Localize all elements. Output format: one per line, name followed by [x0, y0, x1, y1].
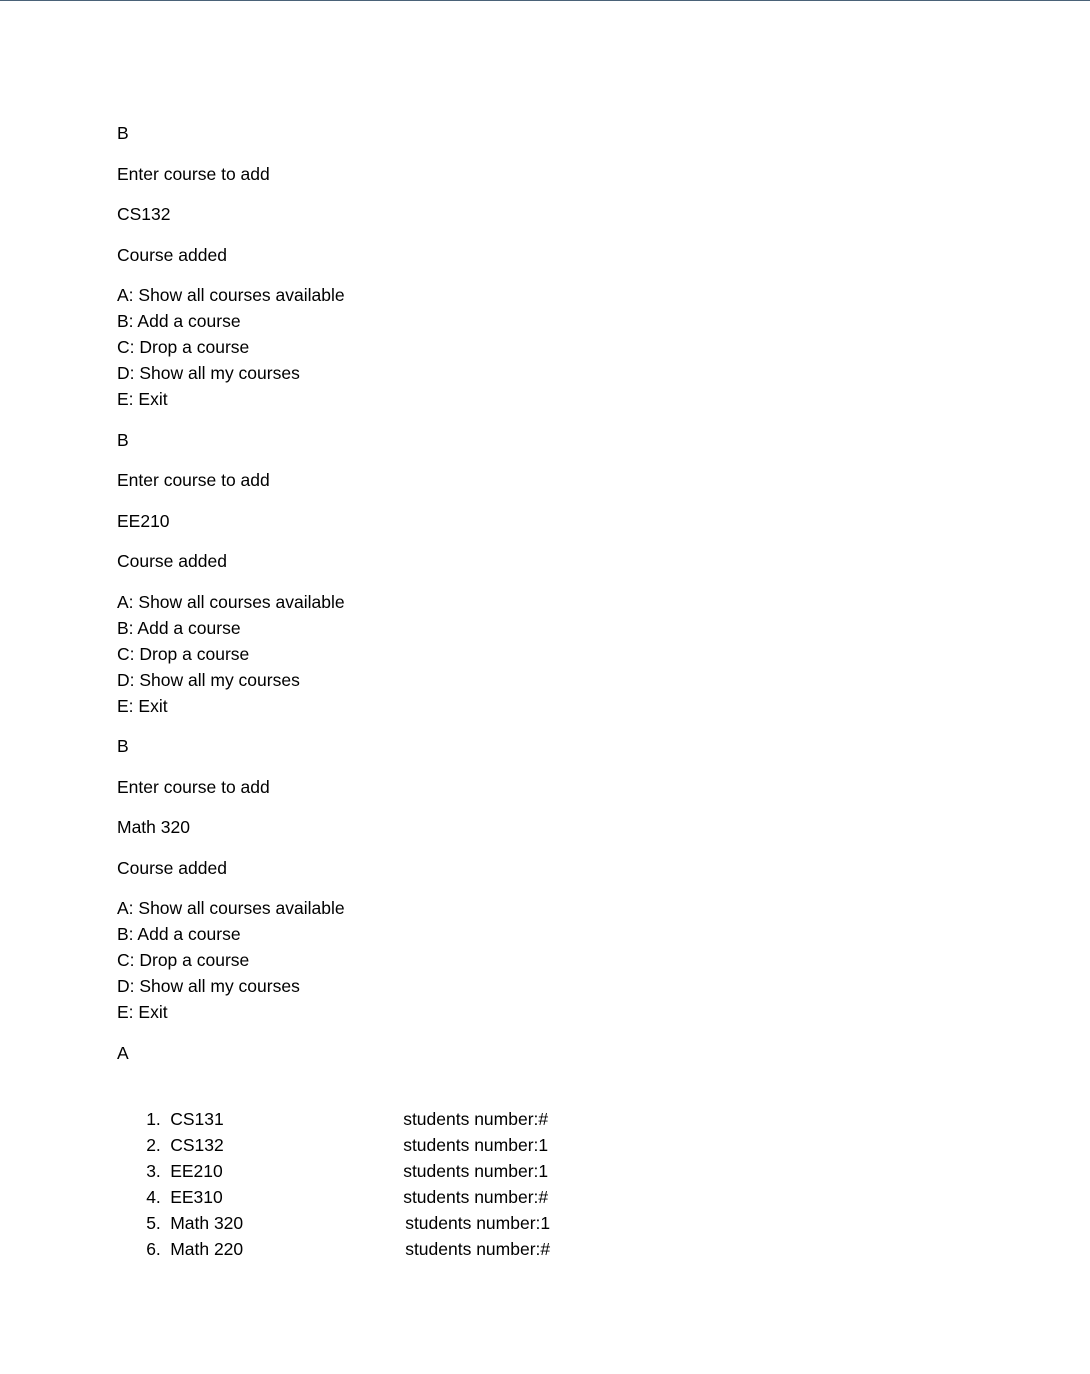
course-list-item	[117, 1106, 1017, 1155]
course-name: EE210	[170, 1161, 223, 1181]
course-number: 5.	[146, 1213, 161, 1233]
menu-option-c: C: Drop a course	[117, 337, 250, 357]
prompt-text: Enter course to add	[117, 470, 270, 490]
menu-option-d: D: Show all my courses	[117, 669, 300, 690]
menu-option-a: A: Show all courses available	[117, 285, 345, 305]
menu-option-b: B: Add a course	[117, 924, 241, 944]
result-text: Course added	[117, 857, 227, 878]
menu-option-a: A: Show all courses available	[117, 898, 345, 918]
top-border	[0, 0, 1090, 1]
user-choice: B	[117, 429, 129, 450]
user-choice: B	[117, 736, 129, 756]
menu-option-d: D: Show all my courses	[117, 976, 300, 996]
user-input: EE210	[117, 510, 170, 531]
menu-option-e: E: Exit	[117, 1002, 168, 1022]
menu-options	[117, 589, 1017, 719]
menu-option-e: E: Exit	[117, 389, 168, 409]
menu-option-c: C: Drop a course	[117, 950, 250, 970]
course-name: CS131	[170, 1109, 224, 1129]
menu-option-a: A: Show all courses available	[117, 591, 345, 612]
course-list-item	[117, 1080, 1017, 1129]
menu-option-e: E: Exit	[117, 695, 168, 716]
course-list-item	[117, 1132, 1017, 1181]
result-text: Course added	[117, 551, 227, 571]
course-student-count: students number:#	[405, 1239, 551, 1259]
course-student-count: students number:1	[405, 1213, 551, 1233]
result-text: Course added	[117, 244, 227, 265]
course-number: 1.	[146, 1109, 161, 1129]
user-choice: B	[117, 123, 129, 143]
menu-options	[117, 895, 1017, 1025]
menu-option-b: B: Add a course	[117, 311, 241, 331]
course-student-count: students number:#	[403, 1109, 549, 1129]
course-name: Math 220	[170, 1239, 244, 1259]
course-list-item	[117, 1184, 1017, 1233]
course-number: 6.	[146, 1239, 161, 1259]
prompt-text: Enter course to add	[117, 776, 270, 797]
course-number: 2.	[146, 1135, 161, 1155]
course-student-count: students number:#	[403, 1187, 549, 1207]
course-student-count: students number:1	[403, 1135, 549, 1155]
document-page	[117, 120, 1017, 1259]
menu-option-b: B: Add a course	[117, 617, 241, 638]
user-input: CS132	[117, 204, 171, 224]
course-list-item	[117, 1210, 1017, 1259]
course-student-count: students number:1	[403, 1161, 549, 1181]
menu-option-c: C: Drop a course	[117, 643, 250, 664]
course-name: Math 320	[170, 1213, 244, 1233]
menu-options	[117, 282, 1017, 412]
user-input: Math 320	[117, 817, 190, 837]
course-number: 4.	[146, 1187, 161, 1207]
course-number: 3.	[146, 1161, 161, 1181]
course-list-item	[117, 1158, 1017, 1207]
menu-option-d: D: Show all my courses	[117, 363, 300, 383]
course-name: EE310	[170, 1187, 223, 1207]
course-list	[117, 1080, 1017, 1259]
course-name: CS132	[170, 1135, 224, 1155]
final-user-choice: A	[117, 1042, 129, 1063]
prompt-text: Enter course to add	[117, 163, 270, 184]
